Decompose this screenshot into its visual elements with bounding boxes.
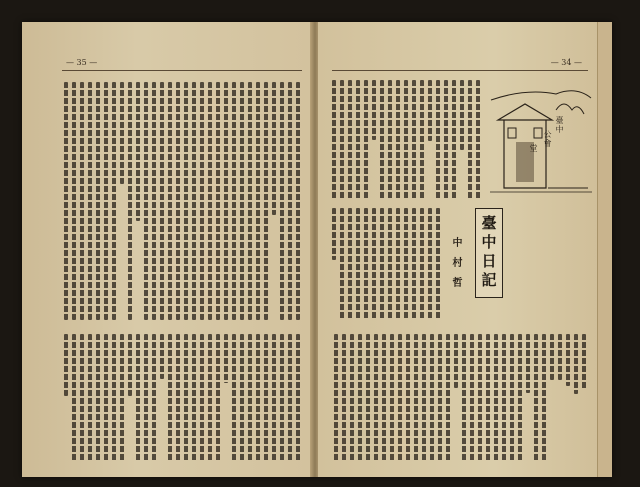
text-line — [96, 82, 100, 320]
text-line — [176, 82, 180, 320]
torn-page-edge — [597, 22, 612, 477]
text-line — [558, 334, 562, 380]
text-line — [144, 334, 148, 462]
text-line — [160, 334, 164, 379]
text-line — [398, 334, 402, 462]
illustration-caption-2: 公會 — [543, 130, 552, 148]
text-line — [420, 208, 424, 320]
text-line — [348, 80, 352, 200]
text-line — [404, 80, 408, 200]
text-line — [72, 82, 76, 320]
text-line — [478, 334, 482, 462]
text-line — [340, 208, 344, 320]
text-line — [104, 334, 108, 462]
text-block-left-upper — [62, 82, 302, 320]
text-line — [436, 80, 440, 200]
text-line — [280, 334, 284, 462]
text-line — [468, 80, 472, 200]
text-line — [240, 82, 244, 320]
text-line — [128, 82, 132, 320]
text-line — [396, 208, 400, 320]
text-line — [192, 334, 196, 462]
text-line — [256, 82, 260, 320]
text-line — [136, 82, 140, 221]
article-title-box — [475, 208, 503, 298]
text-line — [184, 334, 188, 462]
text-line — [152, 82, 156, 320]
text-line — [438, 334, 442, 462]
building-illustration — [486, 80, 596, 198]
text-line — [80, 334, 84, 462]
text-line — [192, 82, 196, 320]
header-rule-right — [332, 70, 588, 71]
text-line — [168, 334, 172, 462]
left-page — [22, 22, 312, 477]
text-line — [428, 208, 432, 320]
text-line — [256, 334, 260, 462]
text-line — [388, 208, 392, 320]
text-line — [422, 334, 426, 462]
text-line — [200, 334, 204, 462]
text-line — [396, 80, 400, 200]
text-line — [332, 208, 336, 260]
text-line — [200, 82, 204, 320]
text-line — [88, 334, 92, 462]
text-line — [430, 334, 434, 462]
text-line — [342, 334, 346, 462]
text-line — [248, 82, 252, 320]
text-line — [88, 82, 92, 320]
article-author: 中村哲 — [450, 237, 461, 297]
text-line — [332, 80, 336, 200]
article-title: 臺中日記 — [479, 215, 498, 291]
text-line — [414, 334, 418, 462]
text-line — [264, 82, 268, 320]
text-line — [374, 334, 378, 462]
text-line — [454, 334, 458, 388]
page-number-left: — 35 — — [66, 58, 98, 67]
text-line — [372, 80, 376, 140]
illustration-caption-3: 堂 — [529, 144, 538, 153]
text-line — [232, 82, 236, 320]
text-block-right-upper — [332, 80, 482, 200]
text-line — [296, 334, 300, 462]
text-line — [390, 334, 394, 462]
text-line — [112, 334, 116, 462]
page-number-right: — 34 — — [550, 58, 582, 67]
text-line — [412, 80, 416, 200]
magazine-spread — [22, 22, 612, 477]
text-line — [144, 82, 148, 320]
text-line — [550, 334, 554, 380]
text-line — [64, 334, 68, 396]
text-line — [502, 334, 506, 462]
text-line — [340, 80, 344, 200]
text-line — [120, 334, 124, 462]
text-block-right-lower — [332, 334, 588, 462]
text-line — [72, 334, 76, 462]
text-line — [224, 334, 228, 383]
text-line — [518, 334, 522, 462]
text-line — [208, 82, 212, 320]
text-line — [494, 334, 498, 462]
text-line — [80, 82, 84, 320]
text-line — [462, 334, 466, 462]
text-line — [358, 334, 362, 462]
text-line — [120, 82, 124, 184]
text-line — [264, 334, 268, 462]
text-line — [356, 208, 360, 320]
text-line — [582, 334, 586, 390]
text-line — [272, 82, 276, 215]
text-line — [216, 334, 220, 462]
text-line — [510, 334, 514, 462]
text-line — [460, 80, 464, 150]
text-line — [420, 80, 424, 200]
text-line — [372, 208, 376, 320]
text-line — [486, 334, 490, 462]
text-line — [232, 334, 236, 462]
text-line — [412, 208, 416, 320]
text-line — [366, 334, 370, 462]
text-line — [476, 80, 480, 200]
text-line — [64, 82, 68, 320]
text-line — [128, 334, 132, 396]
text-line — [168, 82, 172, 320]
text-line — [436, 208, 440, 320]
text-line — [160, 82, 164, 320]
text-line — [136, 334, 140, 462]
text-line — [364, 80, 368, 200]
text-line — [216, 82, 220, 320]
text-line — [380, 80, 384, 200]
text-block-left-lower — [62, 334, 302, 462]
text-line — [388, 80, 392, 200]
text-line — [350, 334, 354, 462]
text-line — [280, 82, 284, 320]
text-line — [152, 334, 156, 462]
text-line — [446, 334, 450, 462]
text-line — [542, 334, 546, 462]
text-line — [526, 334, 530, 393]
text-line — [96, 334, 100, 462]
text-line — [364, 208, 368, 320]
illustration-caption-1: 臺中 — [555, 116, 564, 134]
text-line — [104, 82, 108, 320]
text-line — [288, 334, 292, 462]
text-line — [444, 80, 448, 200]
right-page — [318, 22, 612, 477]
text-line — [566, 334, 570, 386]
text-line — [224, 82, 228, 320]
text-line — [574, 334, 578, 394]
text-line — [428, 80, 432, 141]
text-line — [470, 334, 474, 462]
text-line — [452, 80, 456, 200]
text-line — [112, 82, 116, 320]
text-line — [208, 334, 212, 462]
text-line — [380, 208, 384, 320]
text-block-right-mid — [332, 208, 442, 320]
text-line — [334, 334, 338, 462]
text-line — [382, 334, 386, 462]
text-line — [176, 334, 180, 462]
text-line — [406, 334, 410, 462]
text-line — [356, 80, 360, 200]
text-line — [248, 334, 252, 462]
text-line — [272, 334, 276, 462]
text-line — [404, 208, 408, 320]
text-line — [348, 208, 352, 320]
text-line — [534, 334, 538, 462]
text-line — [184, 82, 188, 320]
header-rule-left — [62, 70, 302, 71]
text-line — [296, 82, 300, 320]
text-line — [288, 82, 292, 320]
text-line — [240, 334, 244, 462]
